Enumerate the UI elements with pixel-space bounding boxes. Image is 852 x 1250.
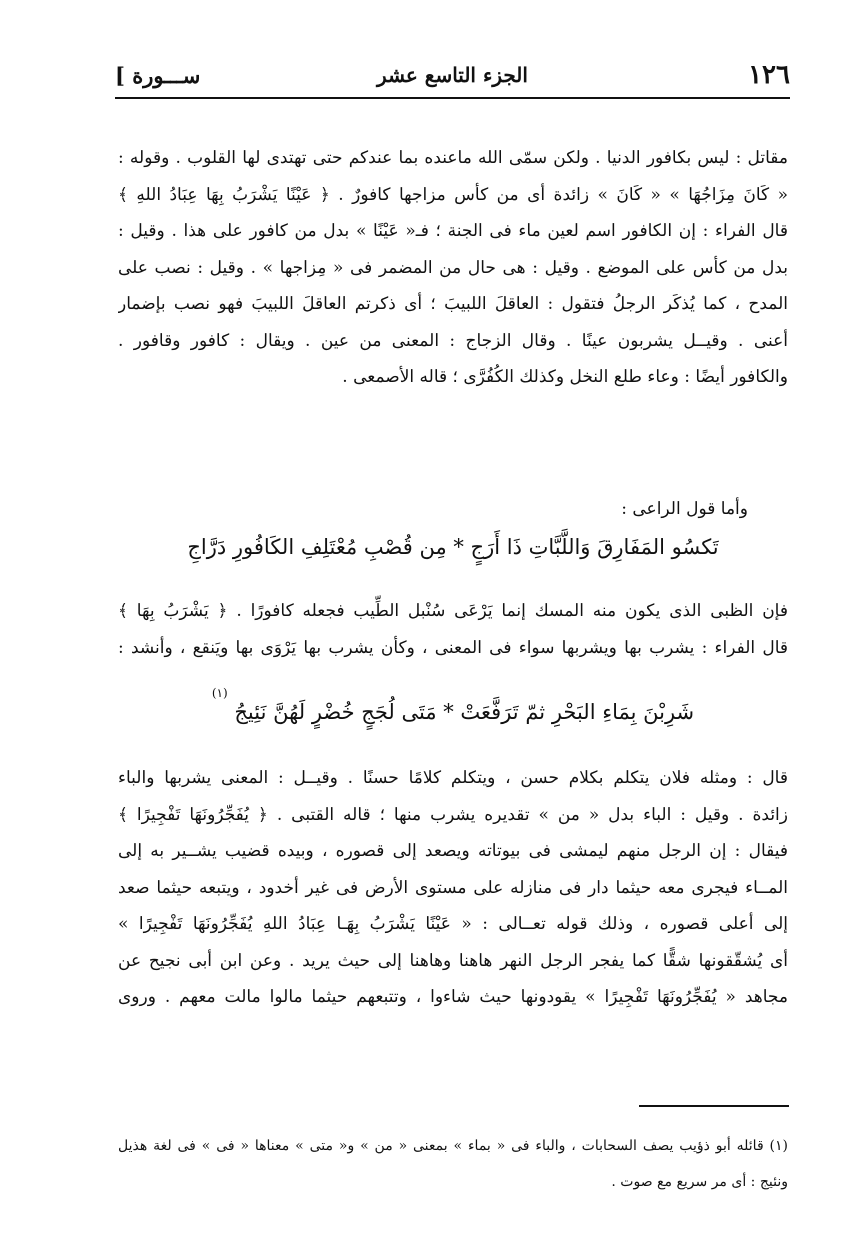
poet-intro-block — [118, 491, 788, 528]
text-line: فيقال : إن الرجل منهم ليمشى فى بيوتاته ويصعد إلى قصوره ، وبيده قضيب يشــير به إلى — [118, 841, 788, 861]
surah-label: [ ســـورة — [115, 63, 201, 88]
text-line: أعنى . وقيــل يشربون عينًا . وقال الزجاج : المعنى من عين . ويقال : كافور وقافور . — [118, 330, 788, 351]
text-line: زائدة . وقيل : الباء بدل « من » تقديره يشرب منها ؛ قاله القتبى . ﴿ يُفَجِّرُونَهَا تَفْجِيرًا ﴾ — [118, 804, 788, 825]
verse-1: تَكسُو المَفَارِقَ وَاللَّبَّاتِ ذَا أَرَجٍ * مِن قُصْبِ مُعْتَلِفِ الكَافُورِ دَرَّاجِ — [187, 535, 719, 559]
footnote-line: ونئيج : أى مر سريع مع صوت . — [611, 1174, 788, 1190]
poet-intro: وأما قول الراعى : — [621, 499, 748, 519]
footnotes — [118, 1128, 788, 1200]
text-line: بدل من كأس على الموضع . وقيل : هى حال من المضمر فى « مِزاجها » . وقيل : نصب على — [118, 257, 788, 278]
text-line: قال : ومثله فلان يتكلم بكلام حسن ، ويتكلم كلامًا حسنًا . وقيــل : المعنى يشربها والباء — [118, 768, 788, 788]
page-number: ١٢٦ — [748, 60, 790, 90]
text-line: مجاهد « يُفَجِّرُونَهَا تَفْجِيرًا » يقودونها حيث شاءوا ، وتتبعهم حيثما مالوا مالت معهم . وروى — [118, 987, 788, 1007]
verse-2-text: شَرِبْنَ بِمَاءِ البَحْرِ ثمّ تَرَفَّعَتْ * مَتَى لُجَجٍ خُضْرٍ لَهُنَّ نَئِيجُ — [234, 700, 695, 724]
verse-2 — [118, 686, 788, 724]
commentary-block-3 — [118, 760, 788, 1016]
text-line: قال الفراء : إن الكافور اسم لعين ماء فى الجنة ؛ فـ« عَيْنًا » بدل من كافور على هذا . وقيل : — [118, 221, 788, 241]
footnote-line: (١) قائله أبو ذؤيب يصف السحابات ، والباء فى « بماء » بمعنى « من » و« متى » معناها « فى » فى لغة هذيل — [118, 1138, 788, 1154]
text-line: أى يُشقّقونها شقًّا كما يفجر الرجل النهر هاهنا وهاهنا إلى حيث يريد . وعن ابن أبى نجيح عن — [118, 950, 788, 971]
text-line: مقاتل : ليس بكافور الدنيا . ولكن سمّى الله ماعنده بما عندكم حتى تهتدى لها القلوب . وقوله : — [118, 148, 788, 168]
commentary-block-2 — [118, 593, 788, 666]
text-line: « كَانَ مِزَاجُهَا » « كَانَ » زائدة أى من كأس مزاجها كافورٌ . ﴿ عَيْنًا يَشْرَبُ بِهَا عِبَادُ اللهِ ﴾ — [118, 184, 788, 205]
running-title: الجزء التاسع عشر — [377, 63, 528, 87]
header-rule — [115, 97, 790, 99]
text-line: إلى أعلى قصوره ، وذلك قوله تعــالى : « عَيْنًا يَشْرَبُ بِهَـا عِبَادُ اللهِ يُفَجِّرُونَهَا تَفْجِيرًا » — [118, 914, 788, 934]
commentary-block-1 — [118, 140, 788, 396]
text-line: المدح ، كما يُذكَر الرجلُ فتقول : العاقلَ اللبيبَ ؛ أى ذكرتم العاقلَ اللبيبَ فهو نصب بإضمار — [118, 294, 788, 314]
page-header — [115, 58, 790, 94]
text-line: قال الفراء : يشرب بها ويشربها سواء فى المعنى ، وكأن يشرب بها يَرْوَى بها ويَنقع ، وأنشد : — [118, 637, 788, 658]
text-line: والكافور أيضًا : وعاء طلع النخل وكذلك الكُفُرَّى ؛ قاله الأصمعى . — [342, 367, 788, 387]
footnote-rule — [639, 1105, 789, 1107]
text-line: المــاء فيجرى معه حيثما دار فى منازله على مستوى الأرض فى غير أخدود ، ويتبعه حيثما صعد — [118, 877, 788, 898]
text-line: فإن الظبى الذى يكون منه المسك إنما يَرْعَى سُنْبل الطِّيب فجعله كافورًا . ﴿ يَشْرَبُ بِهَا ﴾ — [118, 601, 788, 621]
footnote-marker: (١) — [211, 686, 228, 700]
